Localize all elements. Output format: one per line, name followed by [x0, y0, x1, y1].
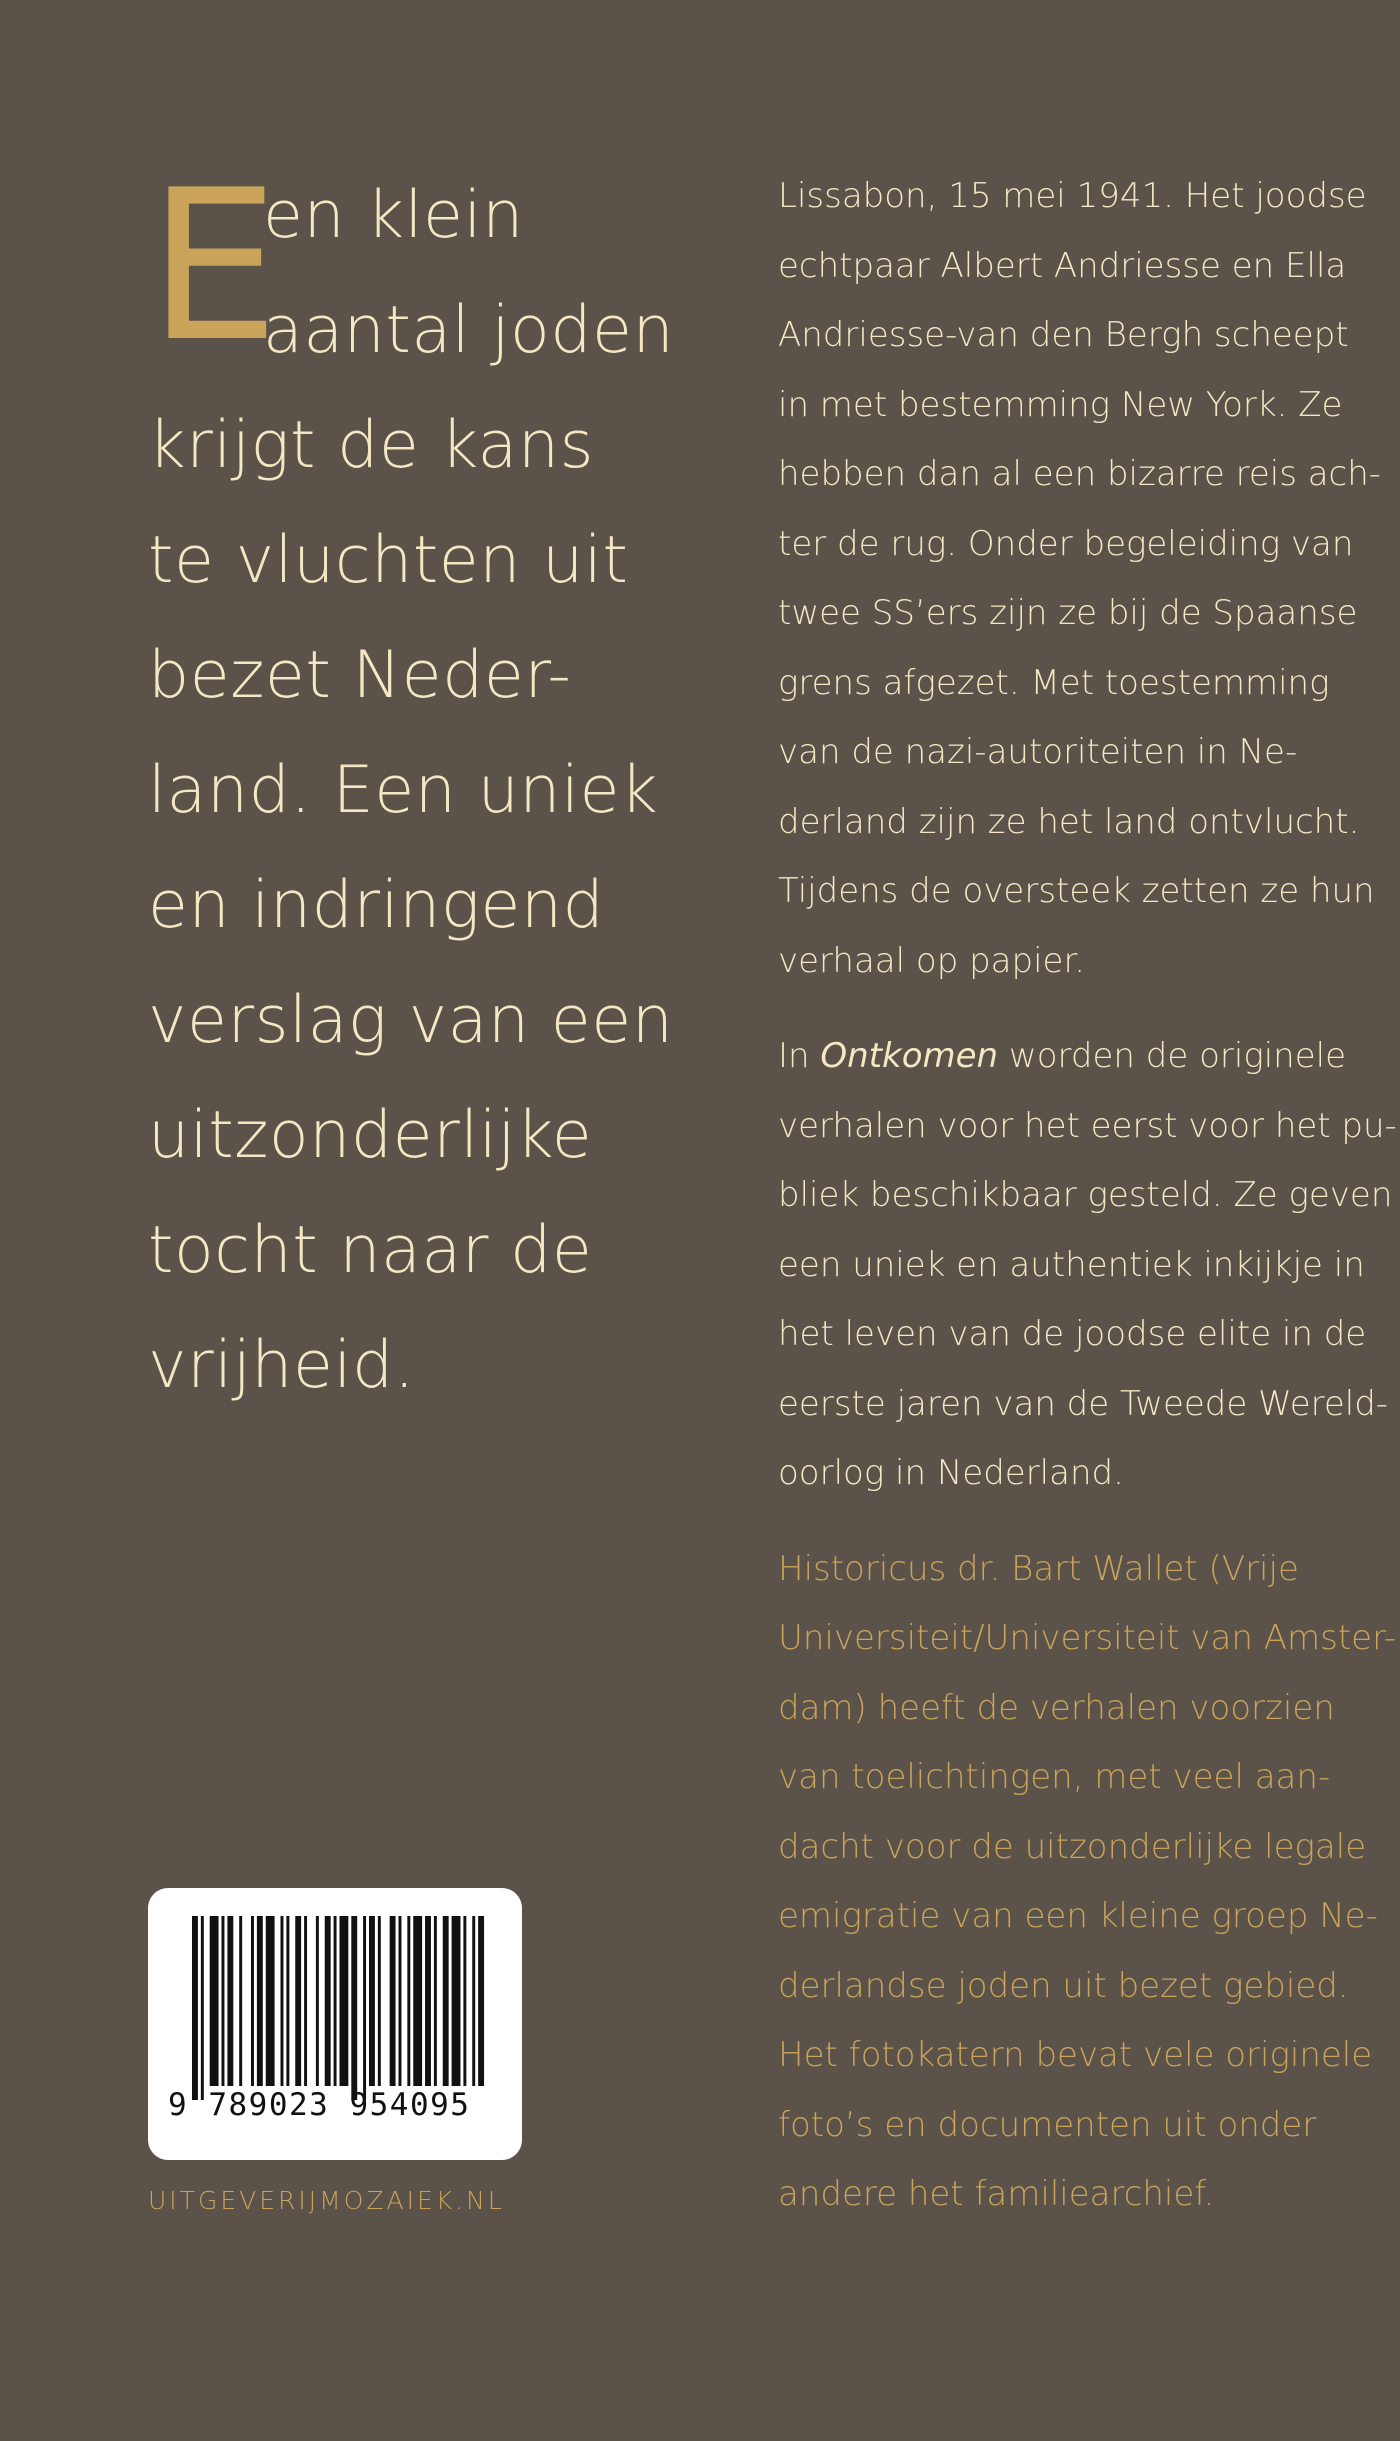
text-line: Universiteit/Universiteit van Amster-: [778, 1618, 1397, 1658]
barcode-bar: [227, 1916, 233, 2086]
barcode-bar: [295, 1916, 301, 2086]
text-line: ter de rug. Onder begeleiding van: [778, 523, 1354, 564]
text-line: derlandse joden uit bezet gebied.: [778, 1965, 1349, 2006]
text-line: hebben dan al een bizarre reis ach-: [778, 454, 1382, 494]
text-line: emigratie van een kleine groep Ne-: [778, 1896, 1378, 1936]
barcode-bar: [413, 1916, 422, 2086]
barcode-bar: [443, 1916, 449, 2086]
paragraph-intro: [778, 162, 1382, 996]
barcode: [148, 1888, 522, 2160]
text-line: Lissabon, 15 mei 1941. Het joodse: [778, 176, 1367, 216]
text-line: Het fotokatern bevat vele originele: [778, 2035, 1373, 2075]
text-line: Tijdens de oversteek zetten ze hun: [778, 871, 1375, 911]
barcode-bar: [363, 1916, 366, 2100]
barcode-bar: [472, 1916, 475, 2086]
barcode-bar: [463, 1916, 466, 2086]
text-line: bliek beschikbaar gesteld. Ze geven: [778, 1175, 1393, 1215]
isbn-number: 9 789023 954095: [168, 2087, 471, 2123]
barcode-bar: [340, 1916, 349, 2086]
barcode-bar: [351, 1916, 357, 2100]
barcode-bar: [210, 1916, 219, 2086]
quote-line: en indringend: [148, 868, 605, 943]
barcode-bar: [192, 1916, 198, 2100]
barcode-bar: [378, 1916, 381, 2086]
paragraph-book: [778, 1022, 1397, 1509]
text-line: Andriesse-van den Bergh scheept: [778, 315, 1349, 355]
barcode-bar: [325, 1916, 331, 2086]
barcode-bar: [407, 1916, 410, 2086]
paragraph-historian: [778, 1535, 1397, 2230]
drop-cap: E: [148, 146, 280, 388]
barcode-bar: [251, 1916, 254, 2086]
barcode-bar: [201, 1916, 204, 2100]
quote-line: land. Een uniek: [148, 753, 659, 828]
barcode-bar: [369, 1916, 375, 2086]
quote-line: vrijheid.: [148, 1328, 415, 1403]
barcode-bar: [425, 1916, 431, 2086]
text-line: [778, 1022, 1358, 1092]
barcode-bar: [257, 1916, 263, 2086]
text-line: verhalen voor het eerst voor het pu-: [778, 1105, 1397, 1146]
barcode-bar: [390, 1916, 396, 2086]
text-line: grens afgezet. Met toestemming: [778, 662, 1330, 703]
barcode-bar: [281, 1916, 284, 2086]
quote-line: krijgt de kans: [148, 408, 594, 483]
text-fragment: worden de originele: [998, 1036, 1346, 1076]
barcode-bar: [452, 1916, 461, 2086]
text-line: oorlog in Nederland.: [778, 1453, 1124, 1493]
blurb-text: [778, 162, 1397, 2256]
publisher-url: UITGEVERIJMOZAIEK.NL: [148, 2186, 505, 2215]
text-line: echtpaar Albert Andriesse en Ella: [778, 245, 1347, 286]
quote-line: te vluchten uit: [148, 523, 629, 598]
barcode-bar: [478, 1916, 484, 2086]
quote-line: uitzonderlijke: [148, 1098, 593, 1173]
text-line: foto’s en documenten uit onder: [778, 2104, 1317, 2145]
text-line: Historicus dr. Bart Wallet (Vrije: [778, 1548, 1299, 1589]
text-line: derland zijn ze het land ontvlucht.: [778, 801, 1360, 842]
text-line: andere het familiearchief.: [778, 2174, 1215, 2214]
text-line: eerste jaren van de Tweede Wereld-: [778, 1383, 1389, 1424]
barcode-bar: [316, 1916, 319, 2086]
text-line: in met bestemming New York. Ze: [778, 384, 1343, 425]
barcode-bar: [334, 1916, 337, 2086]
barcode-bar: [304, 1916, 307, 2086]
barcode-bar: [266, 1916, 275, 2086]
pull-quote: [148, 146, 708, 1423]
barcode-bar: [222, 1916, 225, 2086]
text-line: verhaal op papier.: [778, 940, 1086, 981]
barcode-bar: [286, 1916, 289, 2086]
text-line: van toelichtingen, met veel aan-: [778, 1757, 1331, 1797]
quote-line: en klein: [263, 178, 524, 253]
quote-line: aantal joden: [263, 293, 675, 368]
text-fragment: In: [778, 1036, 821, 1076]
text-line: twee SS’ers zijn ze bij de Spaanse: [778, 593, 1358, 633]
quote-line: verslag van een: [148, 983, 674, 1058]
text-line: van de nazi-autoriteiten in Ne-: [778, 732, 1298, 772]
text-line: een uniek en authentiek inkijkje in: [778, 1244, 1365, 1285]
text-line: het leven van de joodse elite in de: [778, 1314, 1367, 1354]
book-title: Ontkomen: [820, 1036, 999, 1076]
quote-line: bezet Neder-: [148, 638, 572, 713]
quote-line: tocht naar de: [148, 1213, 593, 1288]
barcode-bar: [399, 1916, 402, 2086]
barcode-bar: [239, 1916, 242, 2086]
barcode-bar: [434, 1916, 437, 2086]
text-line: dacht voor de uitzonderlijke legale: [778, 1826, 1367, 1867]
text-line: dam) heeft de verhalen voorzien: [778, 1687, 1335, 1728]
